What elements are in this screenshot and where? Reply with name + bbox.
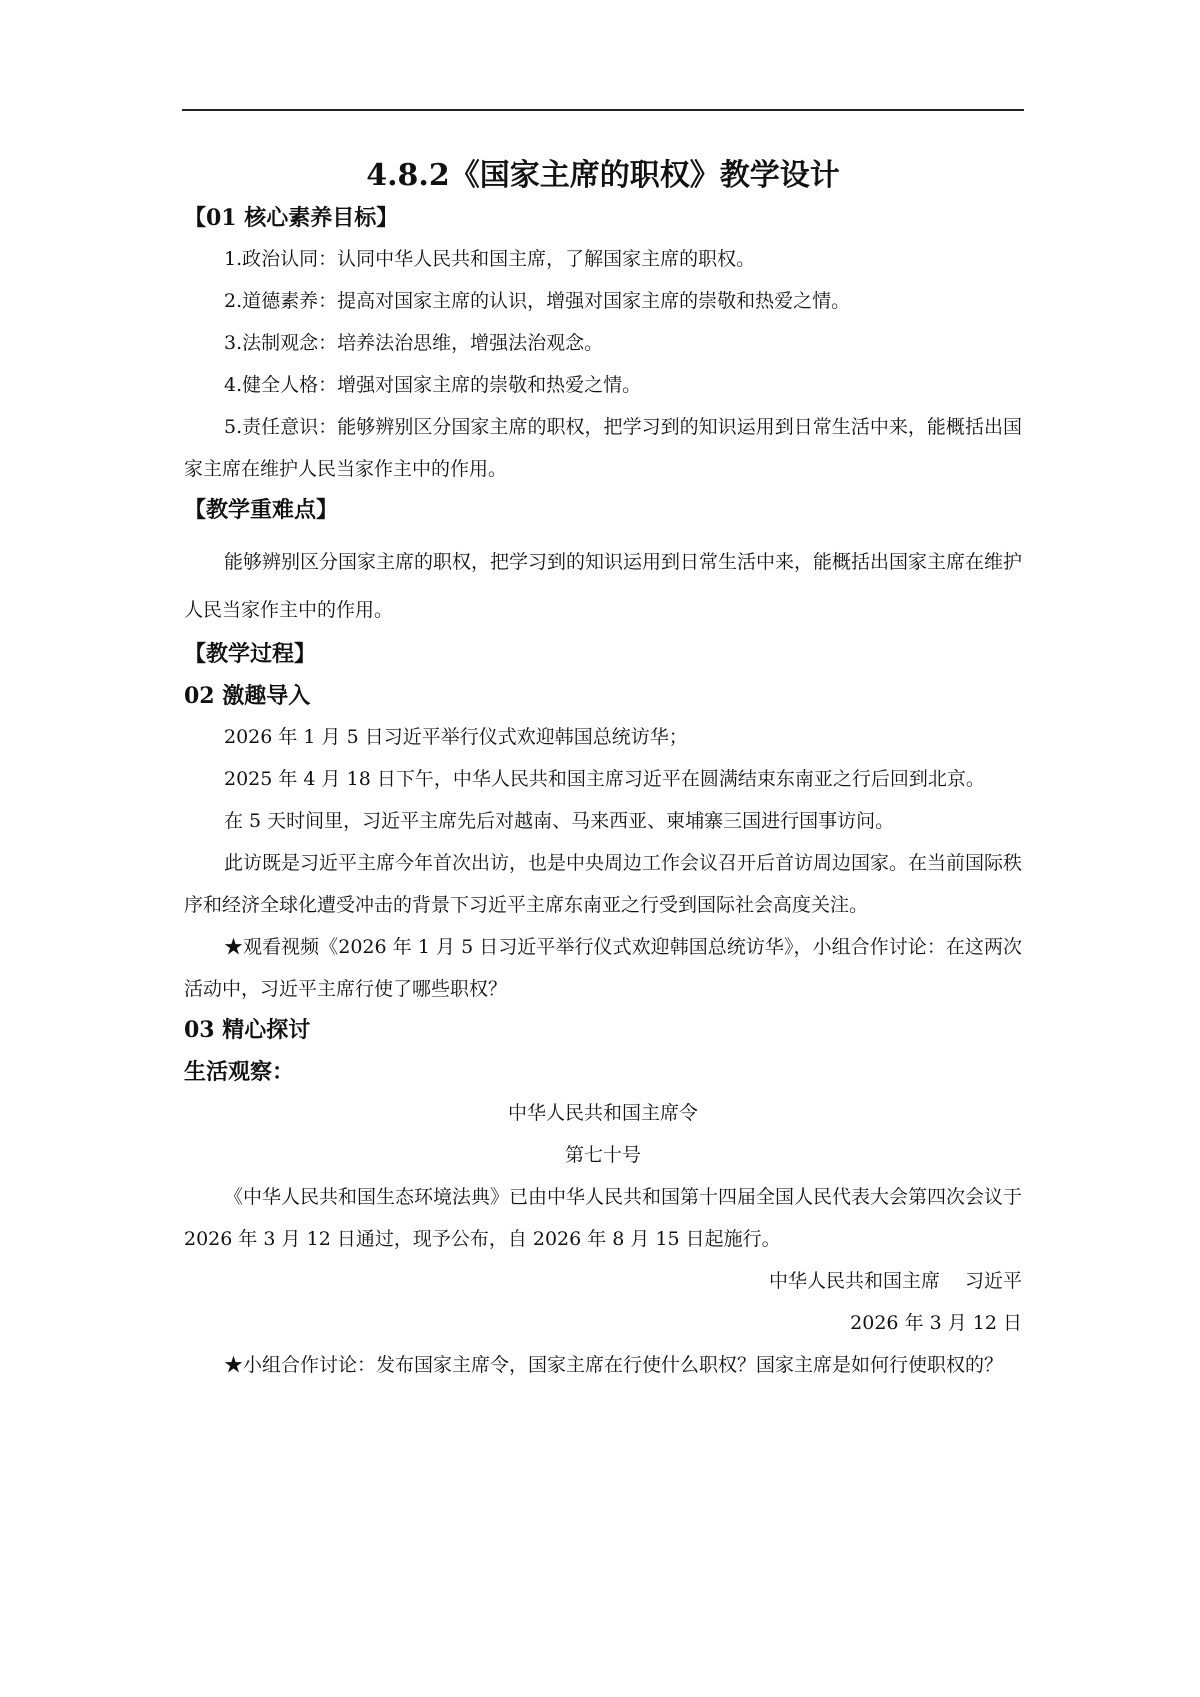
goal-item-4: 4.健全人格：增强对国家主席的崇敬和热爱之情。 [224,374,642,396]
subsection-explore-heading: 03 精心探讨 [184,1017,311,1043]
goal-item-1: 1.政治认同：认同中华人民共和国主席，了解国家主席的职权。 [224,248,756,270]
document-title: 4.8.2《国家主席的职权》教学设计 [366,158,840,193]
intro-paragraph-2: 2025 年 4 月 18 日下午，中华人民共和国主席习近平在圆满结束东南亚之行后回到北京。 [224,768,985,790]
intro-activity: ★观看视频《2026 年 1 月 5 日习近平举行仪式欢迎韩国总统访华》，小组合作讨论：在这两次活动中，习近平主席行使了哪些职权？ [184,936,1022,1000]
intro-paragraph-4: 此访既是习近平主席今年首次出访，也是中央周边工作会议召开后首访周边国家。在当前国际秩序和经济全球化遭受冲击的背景下习近平主席东南亚之行受到国际社会高度关注。 [184,852,1023,916]
key-points-paragraph: 能够辨别区分国家主席的职权，把学习到的知识运用到日常生活中来，能概括出国家主席在维护人民当家作主中的作用。 [184,551,1023,621]
intro-paragraph-1: 2026 年 1 月 5 日习近平举行仪式欢迎韩国总统访华； [224,726,688,748]
discussion-activity: ★小组合作讨论：发布国家主席令，国家主席在行使什么职权？国家主席是如何行使职权的？ [224,1354,1004,1376]
order-body: 《中华人民共和国生态环境法典》已由中华人民共和国第十四届全国人民代表大会第四次会议于 2026 年 3 月 12 日通过，现予公布，自 2026 年 8 月 15 日起施行。 [184,1186,1023,1250]
order-title: 中华人民共和国主席令 [507,1102,698,1124]
section-process-heading: 【教学过程】 [184,641,317,667]
goal-item-2: 2.道德素养：提高对国家主席的认识，增强对国家主席的崇敬和热爱之情。 [224,290,851,312]
goal-item-3: 3.法制观念：培养法治思维，增强法治观念。 [224,332,604,354]
life-observation-heading: 生活观察： [184,1059,295,1085]
header-rule [182,109,1024,111]
document-body [184,148,1022,1386]
subsection-intro-heading: 02 激趣导入 [184,683,311,709]
order-number: 第七十号 [564,1144,641,1166]
order-signer: 中华人民共和国主席 习近平 [768,1270,1022,1292]
section-key-heading: 【教学重难点】 [184,497,339,523]
section-goals-heading: 【01 核心素养目标】 [184,205,399,231]
intro-paragraph-3: 在 5 天时间里，习近平主席先后对越南、马来西亚、柬埔寨三国进行国事访问。 [224,810,895,832]
order-date: 2026 年 3 月 12 日 [850,1312,1022,1334]
goal-item-5: 5.责任意识：能够辨别区分国家主席的职权，把学习到的知识运用到日常生活中来，能概括出国家主席在维护人民当家作主中的作用。 [184,416,1022,480]
